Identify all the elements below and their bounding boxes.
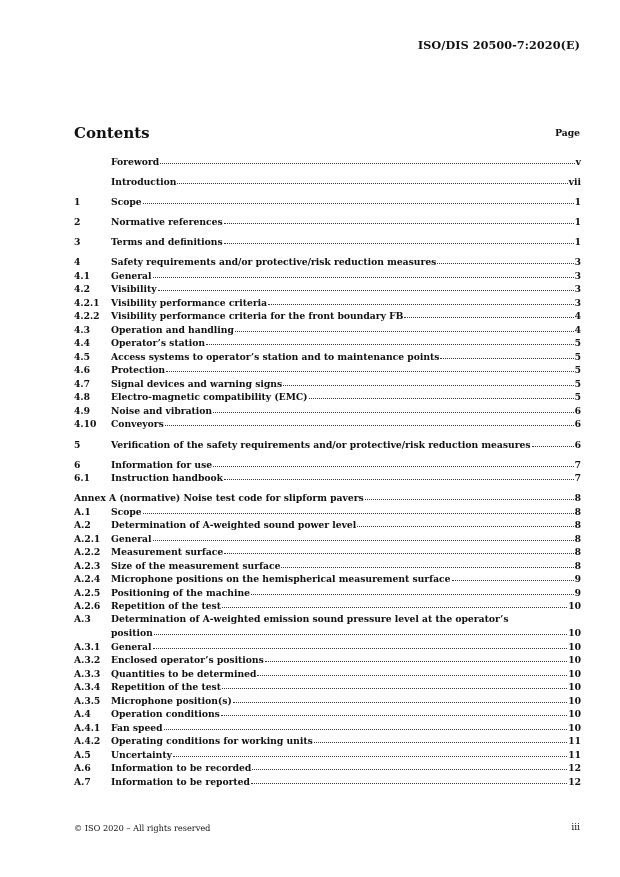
toc-entry-title: Microphone position(s) [111,695,232,707]
toc-entry-page: 6 [574,439,581,451]
toc-entry-page: 6 [574,405,581,417]
toc-entry-title: Protection [111,365,166,377]
toc-entry-title: Determination of A-weighted sound power level [111,520,357,532]
toc-entry-number: A.2 [74,520,91,532]
toc-entry[interactable] [74,586,581,600]
toc-entry-number: A.3.2 [74,655,101,667]
dot-leader [365,490,574,500]
toc-entry[interactable] [74,175,581,189]
dot-leader [235,322,574,332]
toc-entry-title: Noise and vibration [111,405,213,417]
toc-entry-page: 10 [568,722,581,734]
dot-leader [265,652,567,662]
toc-entry-page: 1 [574,197,581,209]
toc-entry-page: 5 [574,365,581,377]
dot-leader [251,774,567,784]
toc-entry-page: v [575,157,581,168]
toc-entry[interactable] [74,545,581,559]
toc-entry-page: 5 [574,351,581,363]
toc-entry-title: Access systems to operator’s station and to maintenance points [111,351,440,363]
toc-entry-number: 4.9 [74,405,90,417]
dot-leader [281,558,573,568]
toc-entry-title: Repetition of the test [111,601,221,613]
toc-entry-page: 8 [574,493,581,505]
dot-leader [164,720,568,730]
toc-entry[interactable] [74,721,581,735]
toc-entry-number: A.3.5 [74,695,101,707]
toc-entry[interactable] [74,532,581,546]
toc-entry-page: 10 [568,641,581,653]
toc-entry-title: Visibility performance criteria for the front boundary FB [111,311,404,323]
dot-leader [252,760,567,770]
toc-entry-number: 4.2 [74,284,90,296]
toc-entry[interactable] [74,640,581,654]
toc-entry-page: 7 [574,473,581,485]
toc-entry-page: 10 [568,668,581,680]
toc-entry-title: Electro-magnetic compatibility (EMC) [111,392,308,404]
dot-leader [224,234,574,244]
toc-entry[interactable] [74,282,581,296]
toc-entry-number: A.3.4 [74,682,101,694]
toc-entry[interactable] [74,438,581,452]
toc-entry-number: 4.10 [74,419,97,431]
toc-entry[interactable] [74,667,581,681]
toc-entry[interactable] [74,572,581,586]
toc-entry[interactable] [74,734,581,748]
toc-entry-page: 10 [568,655,581,667]
toc-entry-number: A.3 [74,613,91,625]
dot-leader [143,194,574,204]
toc-entry[interactable] [74,626,581,640]
dot-leader [166,362,573,372]
toc-entry-page: 10 [568,682,581,694]
toc-entry[interactable] [74,761,581,775]
toc-entry-number: A.7 [74,776,91,788]
toc-entry-number: 4.2.2 [74,311,100,323]
toc-entry[interactable] [74,269,581,283]
dot-leader [221,706,567,716]
toc-entry[interactable] [74,505,581,519]
toc-entry-number: A.2.5 [74,587,101,599]
toc-entry-number: 4.1 [74,270,90,282]
dot-leader [314,733,567,743]
toc-entry[interactable] [74,390,581,404]
toc-entry[interactable] [74,471,581,485]
toc-entry-number: A.3.1 [74,641,101,653]
toc-entry-page: 4 [574,311,581,323]
toc-entry-page: 6 [574,419,581,431]
toc-entry-title: Operator’s station [111,338,206,350]
toc-entry-number: 2 [74,217,81,229]
dot-leader [440,349,573,359]
dot-leader [177,174,567,184]
toc-entry-number: 4.2.1 [74,297,100,309]
toc-entry[interactable] [74,775,581,789]
toc-entry[interactable] [74,350,581,364]
toc-entry[interactable] [74,599,581,613]
toc-entry-number: A.2.1 [74,533,101,545]
toc-entry[interactable] [74,255,581,269]
toc-entry-page: 3 [574,297,581,309]
toc-entry-title: Safety requirements and/or protective/risk reduction measures [111,257,437,269]
dot-leader [173,747,567,757]
toc-entry-number: 6.1 [74,473,90,485]
dot-leader [437,254,573,264]
toc-entry-page: 5 [574,338,581,350]
toc-entry-title: Signal devices and warning signs [111,378,283,390]
dot-leader [165,416,574,426]
dot-leader [309,389,574,399]
dot-leader [153,639,568,649]
toc-entry-number: 5 [74,439,81,451]
toc-entry-title: Normative references [111,217,223,229]
toc-entry-number: A.2.3 [74,560,101,572]
dot-leader [283,376,573,386]
copyright-notice: © ISO 2020 – All rights reserved [74,823,211,833]
toc-entry-page: 8 [574,560,581,572]
toc-entry-page: 3 [574,257,581,269]
toc-entry-title: Operating conditions for working units [111,736,313,748]
toc-entry[interactable] [74,404,581,418]
toc-entry[interactable] [74,417,581,431]
toc-entry[interactable] [74,680,581,694]
toc-entry-title: General [111,533,152,545]
toc-entry-page: 1 [574,237,581,249]
toc-entry-number: A.6 [74,763,91,775]
toc-entry[interactable] [74,559,581,573]
toc-entry-page: 9 [574,587,581,599]
toc-entry[interactable] [74,336,581,350]
toc-entry-page: 4 [574,324,581,336]
toc-entry-title: Positioning of the machine [111,587,250,599]
dot-leader [532,437,574,447]
dot-leader [224,544,573,554]
toc-entry[interactable] [74,653,581,667]
toc-entry[interactable] [74,491,581,505]
dot-leader [224,214,574,224]
toc-entry-title: Microphone positions on the hemispherical measurement surface [111,574,451,586]
toc-entry[interactable] [74,215,581,229]
toc-entry-title: Conveyors [111,419,164,431]
toc-entry-number: 4.5 [74,351,90,363]
dot-leader [153,531,574,541]
dot-leader [154,625,567,635]
toc-entry-number: 4.8 [74,392,90,404]
toc-entry-page: 8 [574,533,581,545]
toc-entry[interactable] [74,707,581,721]
toc-entry-title: Enclosed operator’s positions [111,655,264,667]
toc-entry-title: Scope [111,506,142,518]
toc-entry[interactable] [74,235,581,249]
dot-leader [224,470,574,480]
toc-entry-title: Visibility performance criteria [111,297,268,309]
dot-leader [257,666,567,676]
toc-entry-title: General [111,270,152,282]
toc-entry-title: Foreword [111,157,160,168]
toc-entry[interactable] [74,323,581,337]
dot-leader [222,598,567,608]
toc-entry[interactable] [74,518,581,532]
toc-entry-page: 8 [574,520,581,532]
toc-entry-number: 4.7 [74,378,90,390]
dot-leader [268,295,573,305]
toc-entry-number: A.5 [74,749,91,761]
toc-entry-number: 4.4 [74,338,90,350]
toc-entry-title: Terms and definitions [111,237,223,249]
toc-entry[interactable] [74,296,581,310]
toc-entry-title: Information to be recorded [111,763,252,775]
toc-entry-page: 12 [568,776,581,788]
toc-entry-number: A.2.4 [74,574,101,586]
toc-entry-page: 9 [574,574,581,586]
toc-entry-page: 11 [568,736,581,748]
toc-entry-number: 4.3 [74,324,90,336]
toc-entry-title: Quantities to be determined [111,668,257,680]
toc-entry-title: Information for use [111,459,213,471]
dot-leader [158,281,574,291]
toc-entry-title: Scope [111,197,142,209]
toc-entry-title: Uncertainty [111,749,172,761]
toc-entry-page: 5 [574,378,581,390]
toc-entry[interactable] [74,195,581,209]
dot-leader [206,335,573,345]
toc-entry-title: Verification of the safety requirements and/or protective/risk reduction measures [111,439,531,451]
toc-entry-number: A.3.3 [74,668,101,680]
toc-entry-page: 10 [568,628,581,640]
toc-entry-number: A.2.2 [74,547,101,559]
toc-entry-title: Visibility [111,284,157,296]
toc-entry-number: 6 [74,459,81,471]
dot-leader [213,457,573,467]
toc-entry-title: Operation conditions [111,709,220,721]
toc-entry-page: 1 [574,217,581,229]
toc-entry-page: vii [568,177,581,189]
page-number: iii [571,823,580,833]
toc-entry-number: A.4.2 [74,736,101,748]
dot-leader [452,571,574,581]
toc-entry-title: General [111,641,152,653]
dot-leader [160,154,575,164]
toc-entry[interactable] [74,694,581,708]
dot-leader [233,693,567,703]
toc-entry-number: A.1 [74,506,91,518]
toc-entry[interactable] [74,458,581,472]
toc-entry-title: Information to be reported [111,776,250,788]
toc-entry-page: 10 [568,709,581,721]
toc-entry-title: Repetition of the test [111,682,221,694]
toc-entry[interactable] [74,309,581,323]
toc-entry-page: 3 [574,270,581,282]
toc-entry-page: 10 [568,695,581,707]
toc-entry-number: 1 [74,197,81,209]
toc-entry-title: Operation and handling [111,324,234,336]
toc-entry[interactable] [74,155,581,169]
toc-entry-title: Annex A (normative) Noise test code for slipform pavers [74,493,364,505]
toc-entry-page: 3 [574,284,581,296]
dot-leader [143,504,574,514]
page-column-label: Page [555,128,580,139]
toc-entry-title: Determination of A-weighted emission sound pressure level at the operator’s [111,613,509,625]
toc-entry[interactable] [74,613,581,627]
toc-entry-page: 12 [568,763,581,775]
dot-leader [213,403,574,413]
toc-entry-number: A.4.1 [74,722,101,734]
toc-entry-number: 4.6 [74,365,90,377]
toc-entry-page: 8 [574,547,581,559]
dot-leader [222,679,567,689]
dot-leader [153,268,574,278]
toc-entry-number: 3 [74,237,81,249]
toc-entry-title: position [111,628,153,640]
toc-entry-page: 8 [574,506,581,518]
toc-entry-number: A.2.6 [74,601,101,613]
dot-leader [251,585,574,595]
toc-entry-title: Size of the measurement surface [111,560,281,572]
toc-entry-title: Instruction handbook [111,473,224,485]
toc-entry-page: 11 [568,749,581,761]
toc-entry-number: 4 [74,257,81,269]
toc-entry[interactable] [74,748,581,762]
dot-leader [357,517,573,527]
toc-entry-title: Measurement surface [111,547,224,559]
table-of-contents [74,155,581,788]
contents-heading: Contents [74,124,150,142]
dot-leader [404,308,573,318]
toc-entry-title: Fan speed [111,722,163,734]
document-code: ISO/DIS 20500-7:2020(E) [417,38,580,52]
toc-entry-page: 5 [574,392,581,404]
toc-entry-page: 7 [574,459,581,471]
toc-entry-number: A.4 [74,709,91,721]
toc-entry[interactable] [74,363,581,377]
toc-entry-page: 10 [568,601,581,613]
toc-entry[interactable] [74,377,581,391]
toc-entry-title: Introduction [111,177,177,189]
